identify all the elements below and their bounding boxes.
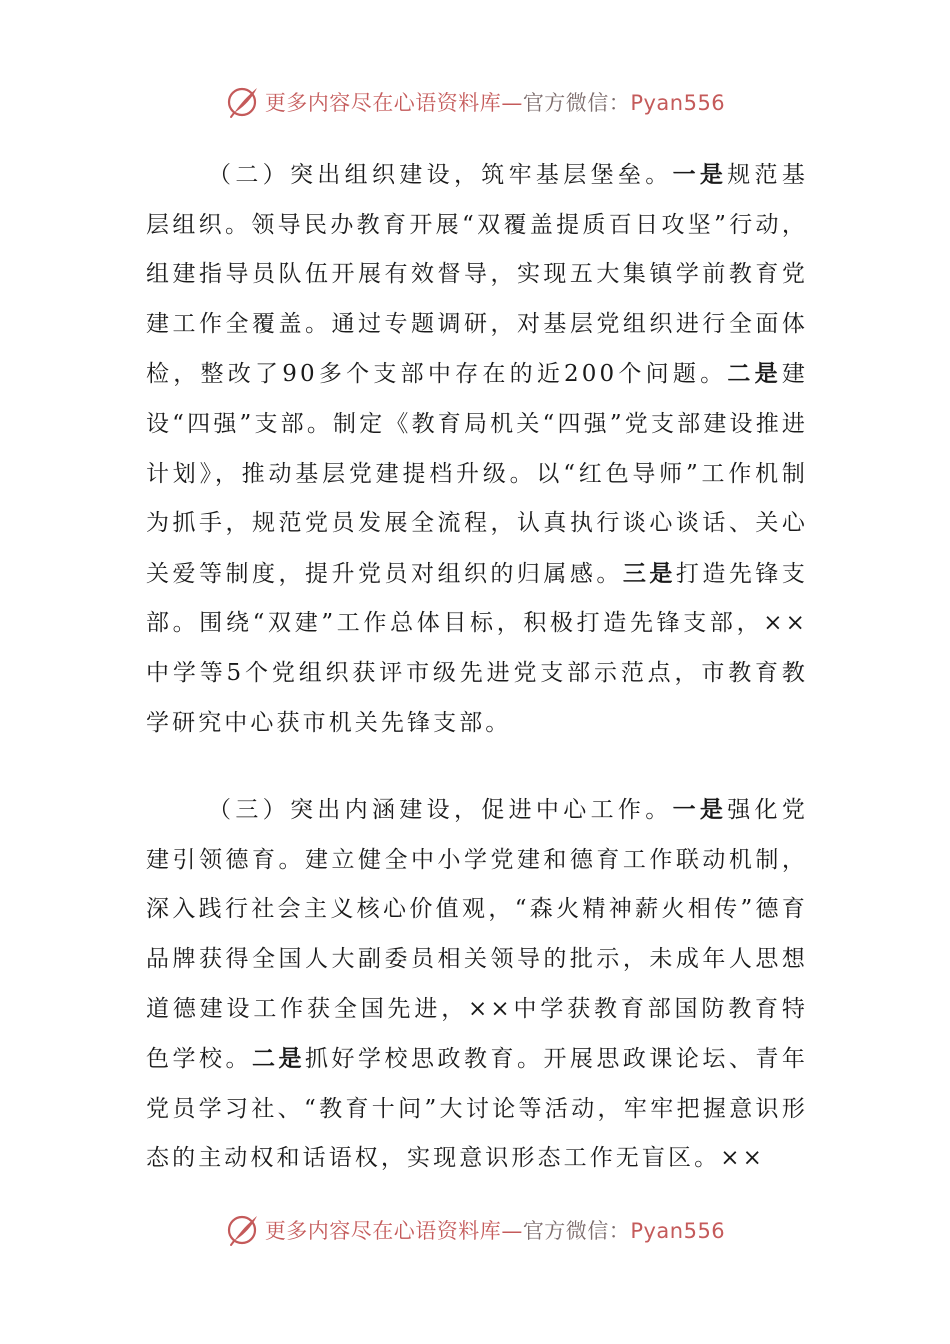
watermark-sub: 官方微信： xyxy=(522,91,631,115)
watermark-text: 更多内容尽在心语资料库 xyxy=(264,91,502,115)
watermark-dash: — xyxy=(501,91,523,115)
text-segment: 规范基层组织。领导民办教育开展“双覆盖提质百日攻坚”行动，组建指导员队伍开展有效督导，实现五大集镇学前教育党建工作全覆盖。通过专题调研，对基层党组织进行全面体检，整改了90多个支部中存在的近200个问题。 xyxy=(146,162,808,388)
text-segment: 打造先锋支部。围绕“双建”工作总体目标，积极打造先锋支部，××中学等5个党组织获评市级先进党支部示范点，市教育教学研究中心获市机关先锋支部。 xyxy=(146,560,809,736)
watermark-id: Pyan556 xyxy=(630,1219,726,1243)
paragraph xyxy=(146,785,808,1184)
bold-lead-phrase: 二是 xyxy=(727,360,782,388)
watermark-text: 更多内容尽在心语资料库 xyxy=(264,1219,502,1243)
watermark-sub: 官方微信： xyxy=(522,1219,631,1243)
quill-logo-icon xyxy=(225,1212,261,1248)
bold-lead-phrase: 二是 xyxy=(251,1045,305,1073)
watermark-dash: — xyxy=(501,1219,523,1243)
document-body xyxy=(146,150,808,1184)
quill-logo-icon xyxy=(225,84,261,120)
bold-lead-phrase: 三是 xyxy=(622,559,676,587)
text-segment: （三）突出内涵建设，促进中心工作。 xyxy=(208,797,673,824)
bold-lead-phrase: 一是 xyxy=(672,161,728,188)
text-segment: （二）突出组织建设，筑牢基层堡垒。 xyxy=(208,162,673,188)
text-segment: 建设“四强”支部。制定《教育局机关“四强”党支部建设推进计划》，推动基层党建提档升级。以“红色导师”工作机制为抓手，规范党员发展全流程，认真执行谈心谈话、关心关爱等制度，提升党员对组织的归属感。 xyxy=(146,361,809,587)
text-segment: 强化党建引领德育。建立健全中小学党建和德育工作联动机制，深入践行社会主义核心价值观，“森火精神薪火相传”德育品牌获得全国人大副委员相关领导的批示，未成年人思想道德建设工作获全国先进，××中学获教育部国防教育特色学校。 xyxy=(146,797,808,1073)
paragraph xyxy=(146,150,808,748)
bold-lead-phrase: 一是 xyxy=(672,796,728,824)
text-segment: 抓好学校思政教育。开展思政课论坛、青年党员学习社、“教育十问”大讨论等活动，牢牢把握意识形态的主动权和话语权，实现意识形态工作无盲区。×× xyxy=(146,1046,808,1172)
watermark-id: Pyan556 xyxy=(630,91,726,115)
header-watermark xyxy=(0,82,950,122)
footer-watermark xyxy=(0,1210,950,1250)
